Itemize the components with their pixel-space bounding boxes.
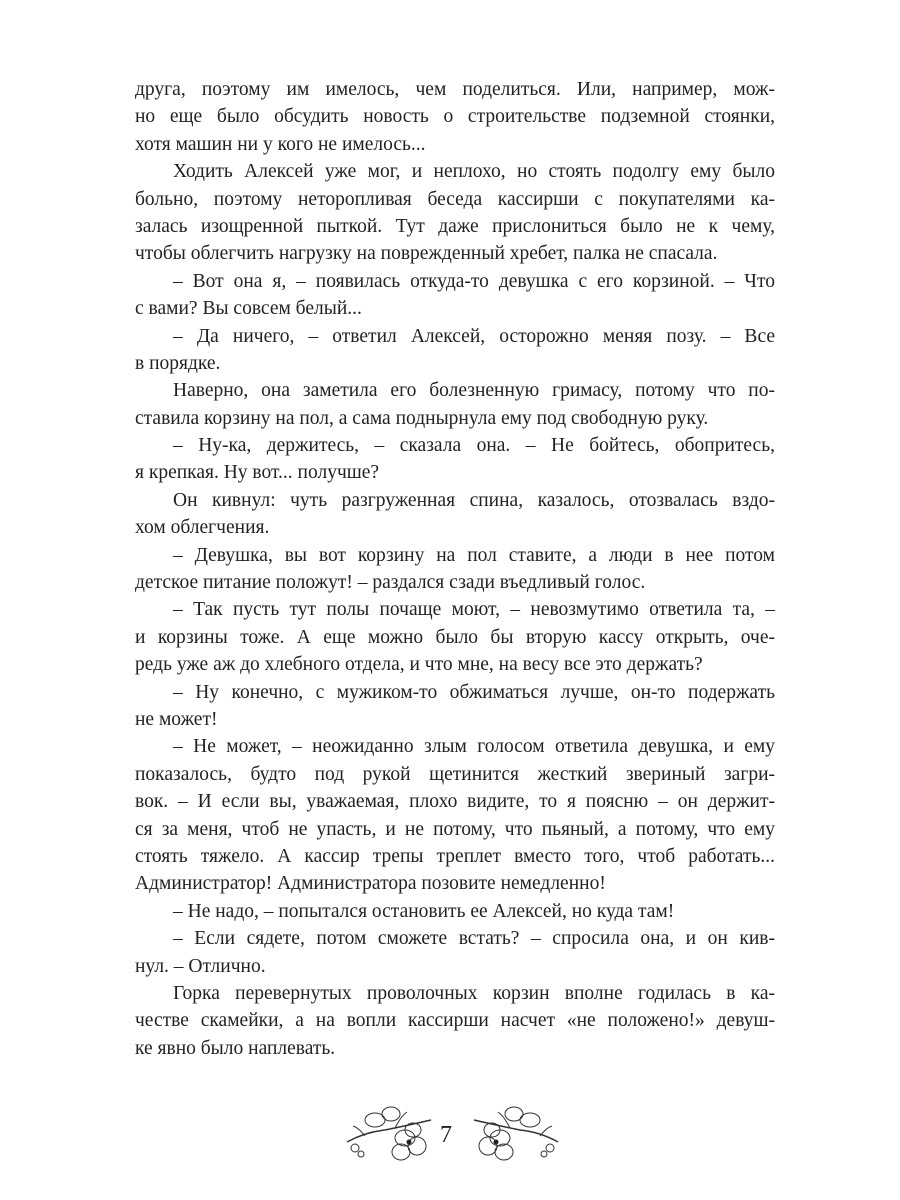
text-line-content: – Не может, – неожиданно злым голосом ответила девушка, и ему [173,736,775,758]
text-line [135,870,775,897]
text-line [135,953,775,980]
text-line-content: чтобы облегчить нагрузку на поврежденный хребет, палка не спасала. [135,243,718,265]
text-line [135,459,775,486]
text-line [135,213,775,240]
text-line-content: больно, поэтому неторопливая беседа кассирши с покупателями ка- [135,188,775,210]
text-line [135,514,775,541]
text-line-content: ке явно было наплевать. [135,1037,336,1059]
text-line [135,405,775,432]
text-line-content: стоять тяжело. А кассир трепы треплет вместо того, чтоб работать... [135,845,775,867]
text-line-content: – Ну конечно, с мужиком-то обжиматься лучше, он-то подержать [173,681,775,703]
text-line-content: хотя машин ни у кого не имелось... [135,133,426,155]
text-line-content: Ходить Алексей уже мог, и неплохо, но стоять подолгу ему было [173,161,775,183]
text-line [135,788,775,815]
text-line [135,103,775,130]
text-line [135,761,775,788]
text-line [135,268,775,295]
text-line [135,542,775,569]
text-line [135,432,775,459]
text-line-content: честве скамейки, а на вопли кассирши насчет «не положено!» девуш- [135,1010,775,1032]
magnolia-branch-icon [345,1102,435,1164]
text-line-content: вок. – И если вы, уважаемая, плохо видите, то я поясню – он держит- [135,791,775,813]
body-text [135,76,775,1062]
text-line [135,487,775,514]
text-line [135,980,775,1007]
text-line [135,1007,775,1034]
page-number: 7 [440,1122,452,1148]
text-line [135,158,775,185]
text-line-content: ся за меня, чтоб не упасть, и не потому, что пьяный, а потому, что ему [135,818,775,840]
magnolia-branch-icon [470,1102,560,1164]
text-line [135,733,775,760]
text-line-content: – Так пусть тут полы почаще моют, – невозмутимо ответила та, – [173,599,775,621]
text-line-content: – Не надо, – попытался остановить ее Алексей, но куда там! [173,900,675,922]
text-line [135,323,775,350]
text-line-content: Администратор! Администратора позовите немедленно! [135,873,606,895]
text-line [135,240,775,267]
text-line-content: детское питание положут! – раздался сзади въедливый голос. [135,572,646,594]
page-footer [0,1100,900,1170]
text-line-content: друга, поэтому им имелось, чем поделиться. Или, например, мож- [135,79,775,100]
text-line [135,186,775,213]
text-line-content: редь уже аж до хлебного отдела, и что мне, на весу все это держать? [135,654,703,676]
text-line-content: – Вот она я, – появилась откуда-то девушка с его корзиной. – Что [173,270,775,292]
text-line-content: и корзины тоже. А еще можно было бы вторую кассу открыть, оче- [135,626,775,648]
text-line [135,377,775,404]
text-line-content: в порядке. [135,352,221,374]
text-line [135,1035,775,1062]
text-line-content: я крепкая. Ну вот... получше? [135,462,380,484]
text-line-content: – Если сядете, потом сможете встать? – спросила она, и он кив- [173,928,775,950]
text-line-content: нул. – Отлично. [135,955,266,977]
text-line-content: – Ну-ка, держитесь, – сказала она. – Не бойтесь, обопритесь, [173,435,775,457]
text-line-content: не может! [135,708,218,730]
text-line [135,131,775,158]
text-line [135,679,775,706]
text-line-content: показалось, будто под рукой щетинится жесткий звериный загри- [135,763,775,785]
text-line-content: Он кивнул: чуть разгруженная спина, казалось, отозвалась вздо- [173,489,775,511]
text-line [135,925,775,952]
text-line [135,898,775,925]
text-line-content: но еще было обсудить новость о строительстве подземной стоянки, [135,106,775,128]
text-line [135,624,775,651]
text-line [135,816,775,843]
text-line [135,651,775,678]
text-line [135,295,775,322]
text-line [135,706,775,733]
text-line [135,596,775,623]
text-line-content: хом облегчения. [135,517,270,539]
text-line [135,843,775,870]
text-line-content: – Девушка, вы вот корзину на пол ставите, а люди в нее потом [173,544,775,566]
text-line-content: залась изощренной пыткой. Тут даже прислониться было не к чему, [135,215,775,237]
text-line [135,569,775,596]
text-line [135,76,775,103]
text-line-content: с вами? Вы совсем белый... [135,298,362,320]
text-line-content: ставила корзину на пол, а сама поднырнула ему под свободную руку. [135,407,709,429]
text-line-content: Горка перевернутых проволочных корзин вполне годилась в ка- [173,982,775,1004]
text-line [135,350,775,377]
text-line-content: – Да ничего, – ответил Алексей, осторожно меняя позу. – Все [173,325,775,347]
text-line-content: Наверно, она заметила его болезненную гримасу, потому что по- [173,380,775,402]
